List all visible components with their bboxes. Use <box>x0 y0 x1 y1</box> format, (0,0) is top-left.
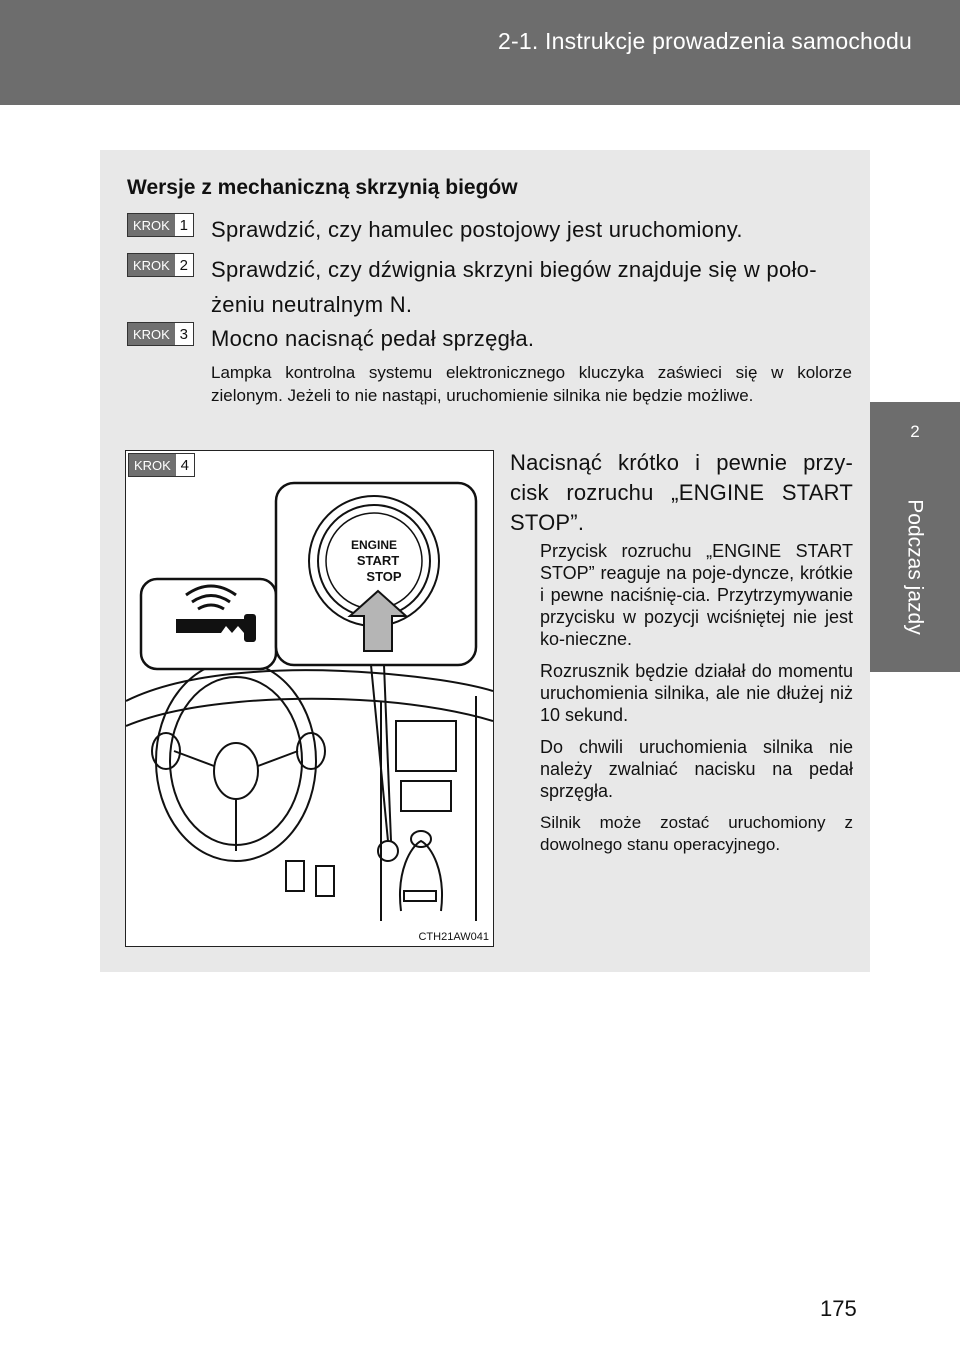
step-4-notes <box>540 540 853 866</box>
step-4-note-4: Silnik może zostać uruchomiony z dowolnego stanu operacyjnego. <box>540 813 853 854</box>
krok-number: 4 <box>176 454 194 476</box>
illustration-code: CTH21AW041 <box>418 931 489 943</box>
step-1-text: Sprawdzić, czy hamulec postojowy jest uruchomiony. <box>211 217 743 242</box>
header-section-title: 2-1. Instrukcje prowadzenia samochodu <box>498 28 912 54</box>
chapter-tab-label: Podczas jazdy <box>904 499 927 635</box>
engine-button-line1: ENGINE <box>350 538 398 552</box>
chapter-tab-label-wrap <box>870 462 960 672</box>
krok-number: 2 <box>175 254 193 276</box>
engine-button-line3: STOP <box>366 569 402 584</box>
krok-number: 3 <box>175 323 193 345</box>
krok-label: KROK <box>128 323 175 345</box>
step-2-text-line2: żeniu neutralnym N. <box>211 292 413 317</box>
engine-button-line2: START <box>356 553 400 568</box>
section-title: Wersje z mechaniczną skrzynią biegów <box>127 176 518 199</box>
krok-label: KROK <box>128 214 175 236</box>
krok-badge-2 <box>127 253 194 277</box>
step-4-note-1: Przycisk rozruchu „ENGINE START STOP” reaguje na poje-dyncze, krótkie i pewne naciśnię-cia. Przytrzymywanie przycisku w pozycji wciśniętej nie jest ko-nieczne. <box>540 541 853 649</box>
step-4-note-2: Rozrusznik będzie działał do momentu uruchomienia silnika, ale nie dłużej niż 10 sekund. <box>540 661 853 725</box>
krok-badge-1 <box>127 213 194 237</box>
krok-badge-4 <box>128 453 195 477</box>
step-4-text: Nacisnąć krótko i pewnie przy-cisk rozruchu „ENGINE START STOP”. <box>510 450 853 535</box>
step-2-text-line1: Sprawdzić, czy dźwignia skrzyni biegów znajduje się w poło- <box>211 257 817 282</box>
krok-label: KROK <box>128 254 175 276</box>
step-3-text: Mocno nacisnąć pedał sprzęgła. <box>211 326 535 351</box>
krok-number: 1 <box>175 214 193 236</box>
illustration-dashboard <box>125 450 494 947</box>
step-3-note: Lampka kontrolna systemu elektronicznego kluczyka zaświeci się w kolorze zielonym. Jeżeli to nie nastąpi, uruchomienie silnika nie będzie możliwe. <box>211 363 852 405</box>
krok-badge-3 <box>127 322 194 346</box>
step-4-note-3: Do chwili uruchomienia silnika nie należy zwalniać nacisku na pedał sprzęgła. <box>540 737 853 801</box>
dashboard-drawing <box>126 451 493 946</box>
page-number: 175 <box>820 1296 857 1321</box>
krok-label: KROK <box>129 454 176 476</box>
chapter-tab-number: 2 <box>870 402 960 462</box>
